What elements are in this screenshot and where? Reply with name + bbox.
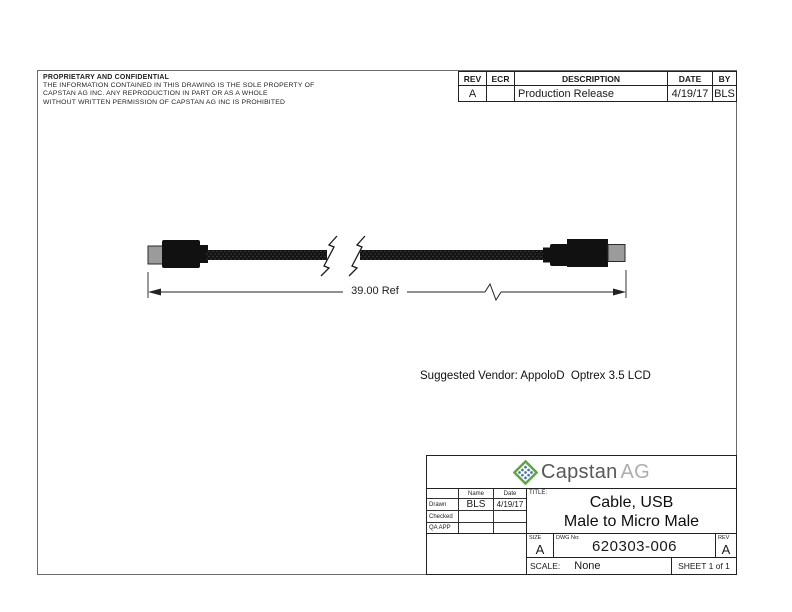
approvals-row-date xyxy=(494,523,526,533)
rev-header-ecr: ECR xyxy=(487,72,514,85)
approvals-date-header: Date xyxy=(494,489,526,498)
rev-cell-by: BLS xyxy=(714,87,735,100)
title-block-empty-cell xyxy=(427,534,527,574)
sheet-cell: SHEET 1 of 1 xyxy=(671,558,736,574)
approvals-name-header: Name xyxy=(459,489,493,498)
cable-right-segment xyxy=(360,250,545,260)
size-label: SIZE xyxy=(529,535,542,541)
rev-header-date: DATE xyxy=(668,72,712,85)
usb-a-strain-relief xyxy=(550,244,568,266)
scale-cell xyxy=(527,558,671,574)
approvals-row-label: Drawn xyxy=(427,499,458,510)
usb-a-connector-tip xyxy=(608,245,625,262)
approvals-row-label: Checked xyxy=(427,511,458,522)
usb-a-connector-body xyxy=(567,239,608,267)
scale-label: SCALE: xyxy=(530,561,561,571)
approvals-corner-cell xyxy=(427,489,458,498)
proprietary-line: CAPSTAN AG INC. ANY REPRODUCTION IN PART OR AS A WHOLE xyxy=(43,90,268,98)
logo-diamond-icon xyxy=(513,460,538,485)
vendor-note: Suggested Vendor: AppoloD Optrex 3.5 LCD xyxy=(420,370,651,382)
approvals-row-label: QA APP xyxy=(427,523,458,533)
arrowhead-right-icon xyxy=(613,289,626,296)
logo-text-primary: Capstan xyxy=(540,460,618,483)
cable-drawing xyxy=(140,230,640,310)
dimension-label: 39.00 Ref xyxy=(343,285,407,297)
proprietary-line: WITHOUT WRITTEN PERMISSION OF CAPSTAN AG INC IS PROHIBITED xyxy=(43,98,286,106)
dwg-number-label: DWG No: xyxy=(556,535,580,541)
size-cell xyxy=(527,534,554,557)
rev-header-rev: REV xyxy=(459,72,486,85)
rev-value: A xyxy=(721,542,731,557)
proprietary-heading: PROPRIETARY AND CONFIDENTIAL xyxy=(43,74,170,81)
drawing-title-line2: Male to Micro Male xyxy=(563,513,700,530)
dwg-number-value: 620303-006 xyxy=(591,538,678,555)
size-value: A xyxy=(535,542,545,557)
approvals-row-name xyxy=(459,511,493,522)
approvals-row-name: BLS xyxy=(459,499,493,510)
cable-left-segment xyxy=(206,250,327,260)
proprietary-note xyxy=(43,73,373,107)
drawing-title-line1: Cable, USB xyxy=(589,494,674,511)
rev-label: REV xyxy=(718,535,730,541)
title-label: TITLE: xyxy=(529,490,548,496)
approvals-row-date xyxy=(494,511,526,522)
capstanag-logo xyxy=(427,456,736,489)
title-cell xyxy=(527,489,736,533)
revision-table xyxy=(458,71,737,102)
title-block-middle xyxy=(427,489,736,534)
approvals-row-date: 4/19/17 xyxy=(494,499,526,510)
title-block-bottom xyxy=(427,534,736,574)
rev-cell-rev: A xyxy=(459,86,486,101)
rev-cell-ecr xyxy=(487,86,514,101)
rev-header-by: BY xyxy=(713,72,736,85)
proprietary-line: THE INFORMATION CONTAINED IN THIS DRAWING IS THE SOLE PROPERTY OF xyxy=(43,82,315,89)
arrowhead-left-icon xyxy=(148,289,161,296)
rev-header-description: DESCRIPTION xyxy=(515,72,667,85)
micro-usb-connector-tip xyxy=(148,246,163,264)
rev-cell-description: Production Release xyxy=(515,86,667,101)
approvals-table xyxy=(427,489,527,533)
logo-text-secondary: AG xyxy=(620,460,651,483)
title-block xyxy=(426,455,737,575)
rev-cell xyxy=(716,534,736,557)
rev-cell-date: 4/19/17 xyxy=(668,86,712,101)
micro-usb-connector-body xyxy=(162,240,200,268)
dwg-number-cell xyxy=(554,534,716,557)
dimension-break-icon xyxy=(485,284,501,300)
approvals-row-name xyxy=(459,523,493,533)
scale-value: None xyxy=(574,560,601,572)
